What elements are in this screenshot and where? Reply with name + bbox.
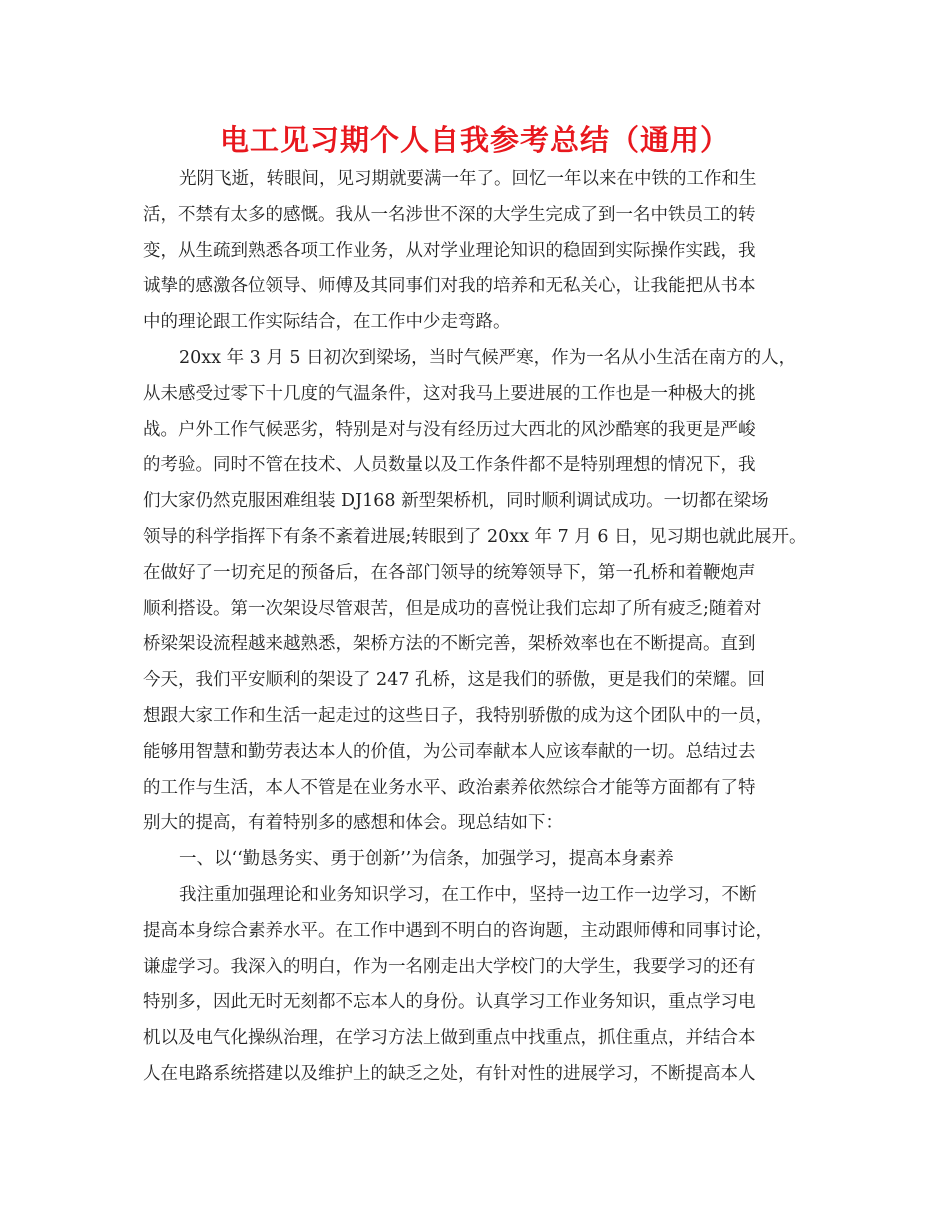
text-line: 诚挚的感激各位领导、师傅及其同事们对我的培养和无私关心，让我能把从书本: [143, 276, 756, 297]
text-line: 的考验。同时不管在技术、人员数量以及工作条件都不是特别理想的情况下，我: [143, 455, 756, 476]
text-line: 战。户外工作气候恶劣，特别是对与没有经历过大西北的风沙酷寒的我更是严峻: [143, 419, 756, 440]
text-line: 机以及电气化操纵治理，在学习方法上做到重点中找重点，抓住重点，并结合本: [143, 1028, 756, 1049]
text-line: 谦虚学习。我深入的明白，作为一名刚走出大学校门的大学生，我要学习的还有: [143, 956, 756, 977]
text-line: 中的理论跟工作实际结合，在工作中少走弯路。: [143, 312, 511, 333]
text-line: 20xx 年 3 月 5 日初次到梁场，当时气候严寒，作为一名从小生活在南方的人，: [179, 347, 797, 368]
text-line: 想跟大家工作和生活一起走过的这些日子，我特别骄傲的成为这个团队中的一员，: [143, 705, 773, 726]
text-line: 光阴飞逝，转眼间，见习期就要满一年了。回忆一年以来在中铁的工作和生: [179, 169, 757, 189]
text-line: 特别多，因此无时无刻都不忘本人的身份。认真学习工作业务知识，重点学习电: [143, 992, 756, 1013]
text-line: 今天，我们平安顺利的架设了 247 孔桥，这是我们的骄傲，更是我们的荣耀。回: [143, 670, 766, 691]
text-line: 别大的提高，有着特别多的感想和体会。现总结如下：: [143, 813, 563, 834]
text-line: 的工作与生活，本人不管是在业务水平、政治素养依然综合才能等方面都有了特: [143, 777, 756, 798]
text-line: 从未感受过零下十几度的气温条件，这对我马上要进展的工作也是一种极大的挑: [143, 383, 756, 404]
text-line: 变，从生疏到熟悉各项工作业务，从对学业理论知识的稳固到实际操作实践，我: [143, 240, 756, 261]
text-line: 们大家仍然克服困难组装 DJ168 新型架桥机，同时顺利调试成功。一切都在梁场: [143, 491, 769, 512]
text-line: 我注重加强理论和业务知识学习，在工作中，坚持一边工作一边学习，不断: [179, 884, 757, 905]
text-line: 提高本身综合素养水平。在工作中遇到不明白的咨询题，主动跟师傅和同事讨论，: [143, 920, 773, 941]
text-line: 一、以‘‘勤恳务实、勇于创新’’为信条，加强学习，提高本身素养: [179, 849, 674, 870]
text-line: 顺利搭设。第一次架设尽管艰苦，但是成功的喜悦让我们忘却了所有疲乏;随着对: [143, 598, 762, 619]
text-line: 能够用智慧和勤劳表达本人的价值，为公司奉献本人应该奉献的一切。总结过去: [143, 741, 756, 762]
text-line: 桥梁架设流程越来越熟悉，架桥方法的不断完善，架桥效率也在不断提高。直到: [143, 634, 756, 655]
document-title: 电工见习期个人自我参考总结（通用）: [219, 123, 730, 157]
text-line: 人在电路系统搭建以及维护上的缺乏之处，有针对性的进展学习，不断提高本人: [143, 1063, 756, 1084]
text-line: 领导的科学指挥下有条不紊着进展;转眼到了 20xx 年 7 月 6 日，见习期也就此展开。: [143, 526, 807, 547]
text-line: 在做好了一切充足的预备后，在各部门领导的统筹领导下，第一孔桥和着鞭炮声: [143, 562, 756, 583]
document-body: [0, 162, 950, 1093]
text-line: 活，不禁有太多的感慨。我从一名涉世不深的大学生完成了到一名中铁员工的转: [143, 204, 756, 225]
